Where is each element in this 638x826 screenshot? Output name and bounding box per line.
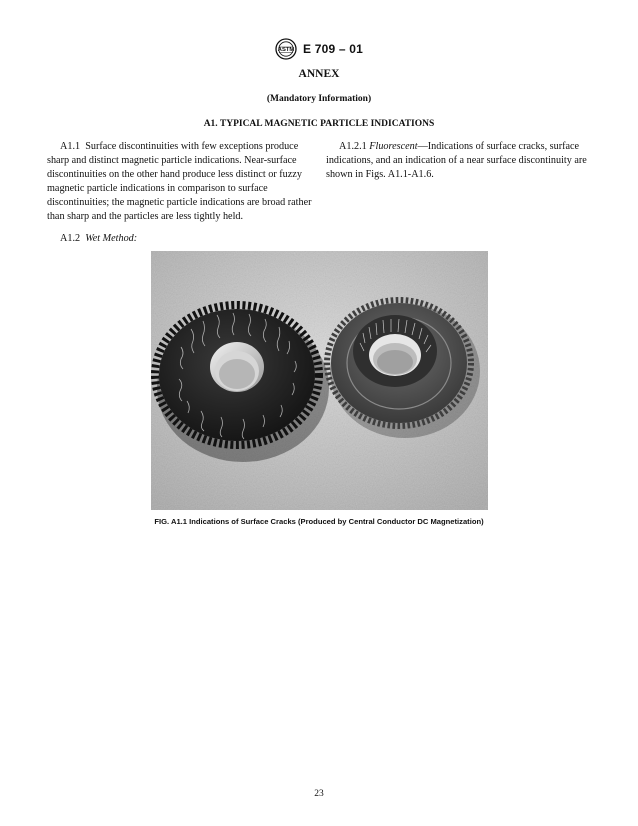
right-column bbox=[326, 140, 591, 182]
paragraph-a1-2 bbox=[47, 232, 313, 246]
astm-logo-icon bbox=[275, 38, 297, 60]
paragraph-a1-2-1 bbox=[326, 140, 591, 182]
paragraph-text: Surface discontinuities with few exceptions produce sharp and distinct magnetic particle indications. Near-surface discontinuities on the other hand produce less distinct or fuzzy magnetic particle indications in comparison to surface discontinuities; the magnetic particle indications are broad rather than sharp and the particles are less tightly held. bbox=[47, 141, 312, 222]
annex-title: ANNEX bbox=[298, 68, 340, 80]
gears-photo bbox=[151, 251, 488, 510]
standard-designation: E 709 – 01 bbox=[302, 42, 364, 56]
document-header bbox=[0, 38, 638, 60]
paragraph-number: A1.2.1 bbox=[339, 141, 367, 152]
svg-text:ASTM: ASTM bbox=[277, 47, 295, 54]
page-number: 23 bbox=[314, 789, 324, 799]
paragraph-number: A1.2 bbox=[60, 233, 81, 245]
paragraph-a1-1 bbox=[47, 140, 313, 223]
mandatory-note: (Mandatory Information) bbox=[266, 94, 372, 104]
left-column bbox=[47, 140, 313, 246]
paragraph-heading: Wet Method: bbox=[85, 233, 138, 245]
section-title: A1. TYPICAL MAGNETIC PARTICLE INDICATIONS bbox=[203, 119, 435, 129]
figure-caption: FIG. A1.1 Indications of Surface Cracks (Produced by Central Conductor DC Magnetization) bbox=[154, 517, 484, 526]
paragraph-heading: Fluorescent bbox=[369, 141, 418, 152]
paragraph-text: —Indications of surface cracks, surface indications, and an indication of a near surface discontinuity are shown in Figs. A1.1-A1.6. bbox=[326, 141, 587, 180]
paragraph-number: A1.1 bbox=[60, 141, 81, 152]
